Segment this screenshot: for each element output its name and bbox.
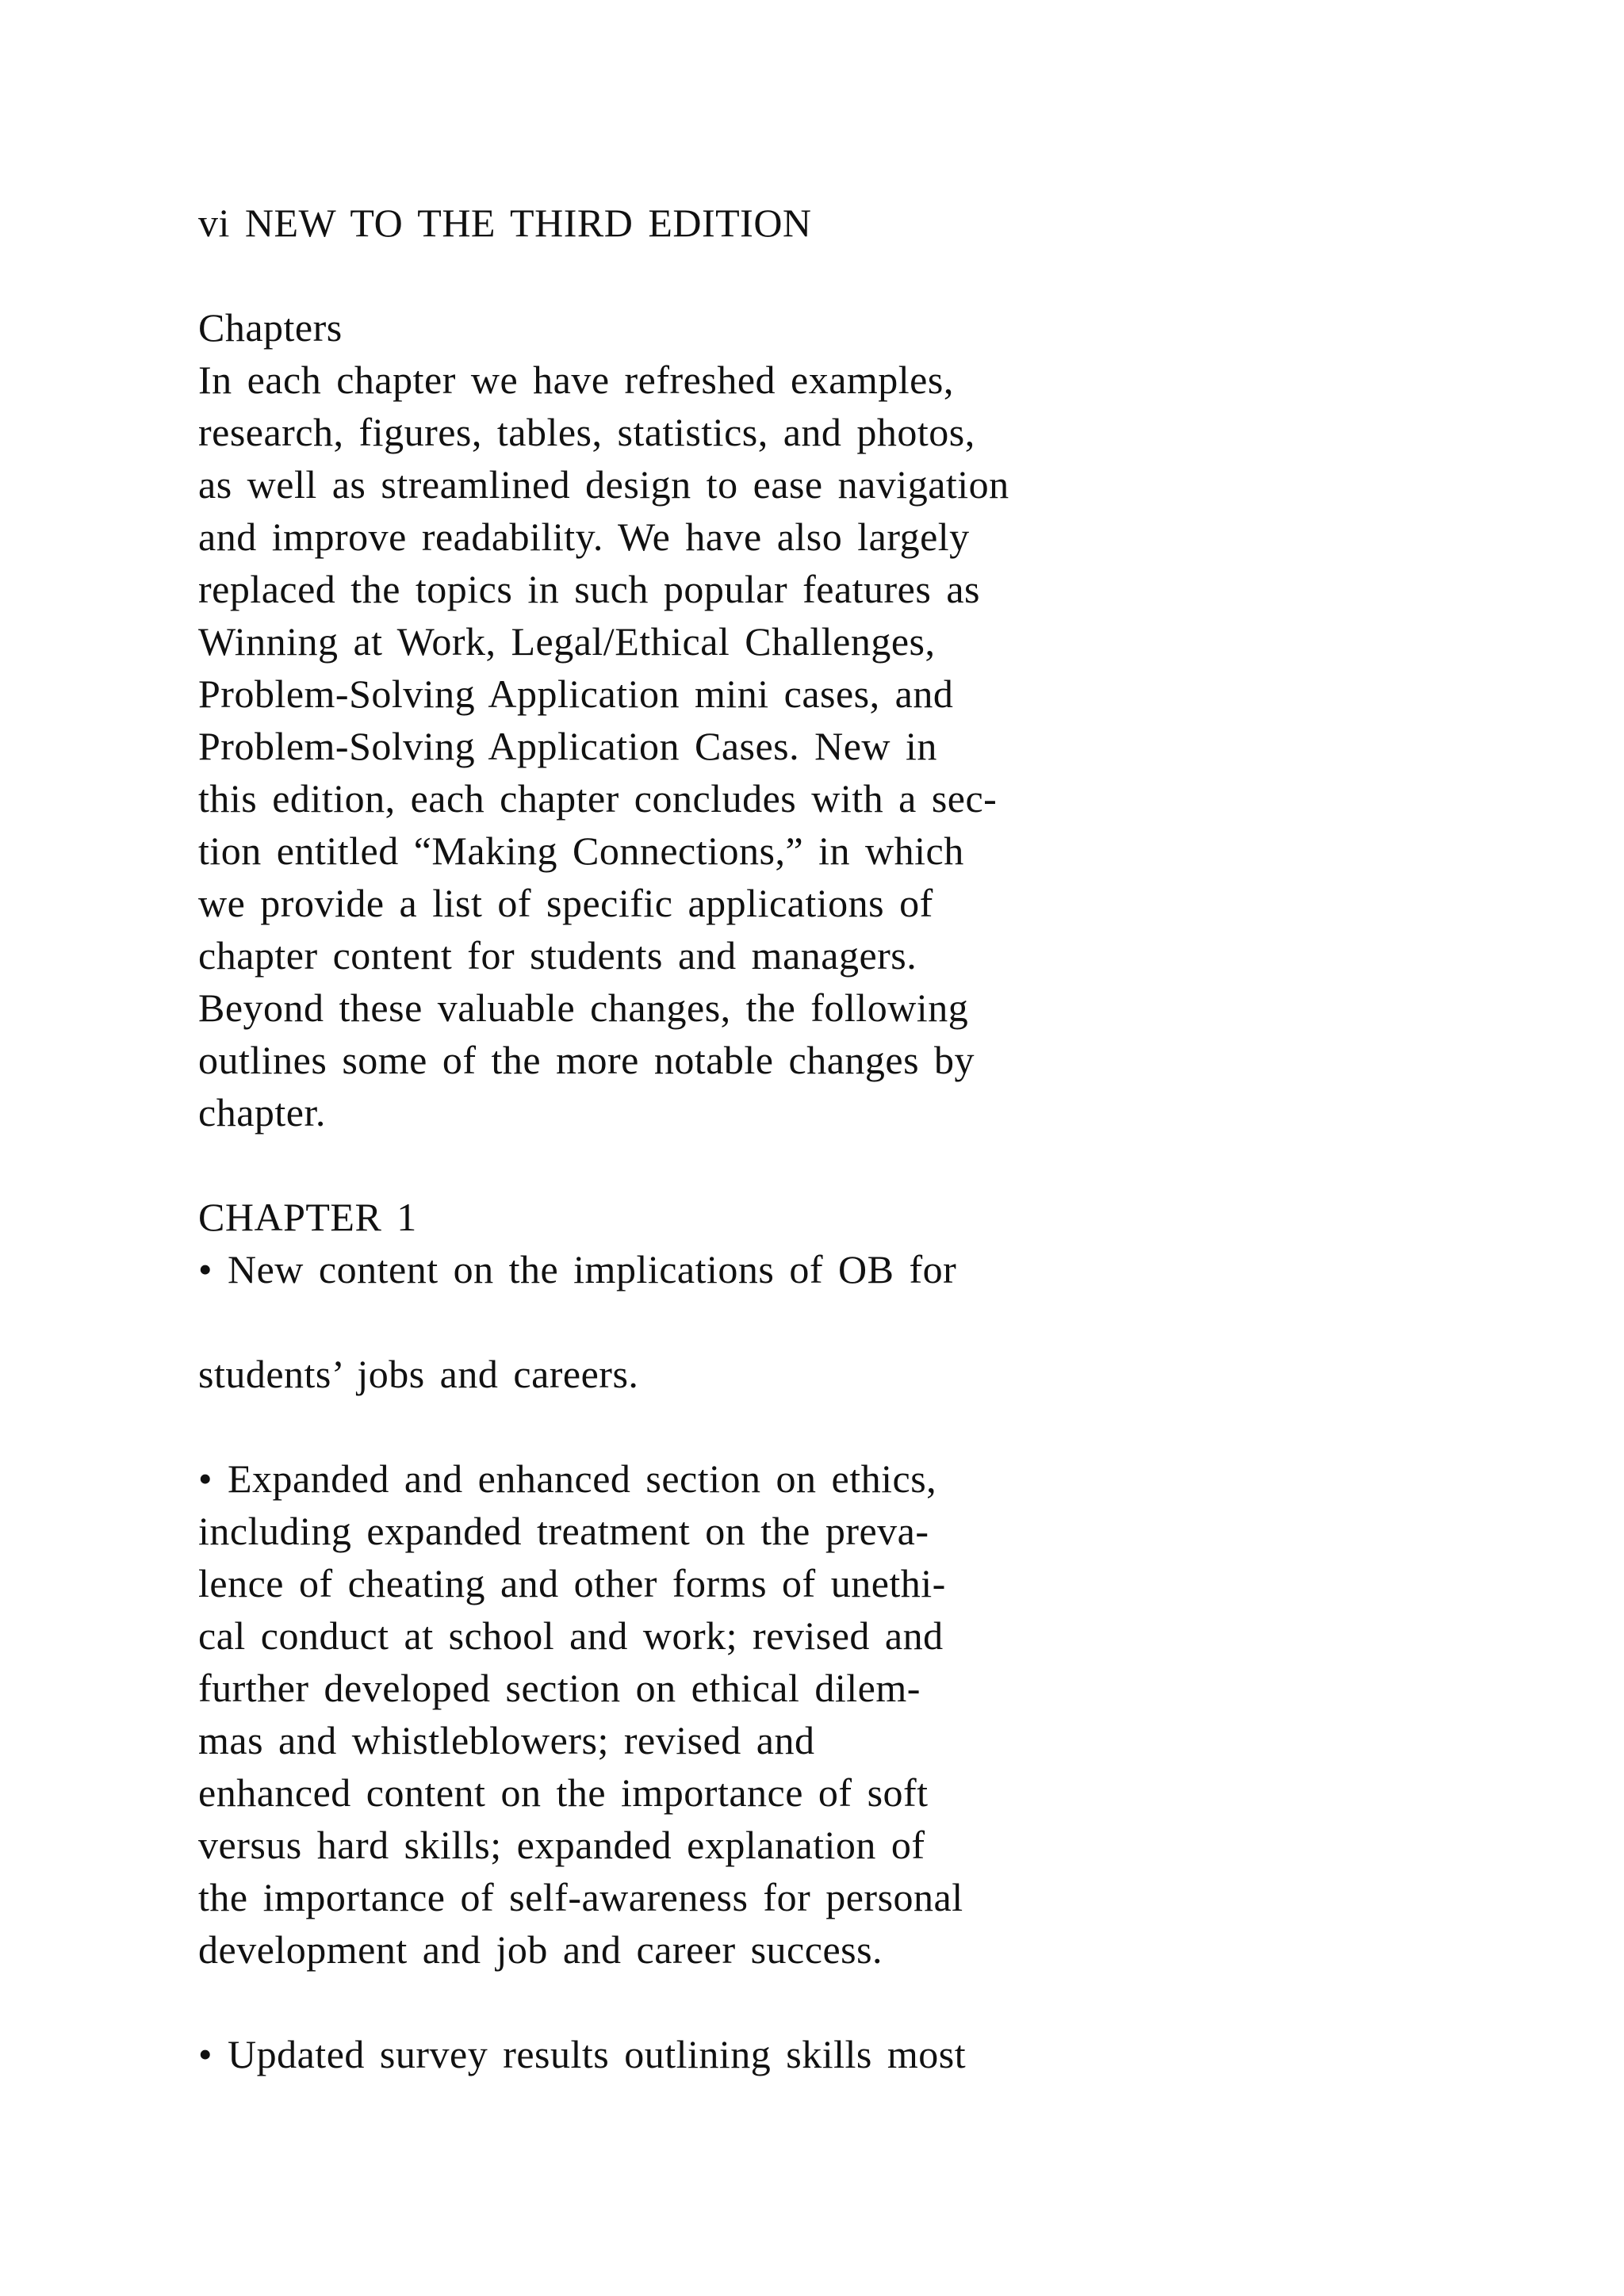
bullet-item-line: mas and whistleblowers; revised and bbox=[198, 1718, 815, 1762]
spacer bbox=[198, 1295, 1388, 1348]
paragraph-line: this edition, each chapter concludes with a sec- bbox=[198, 776, 998, 821]
text-column bbox=[198, 197, 1388, 2080]
paragraph-line: Winning at Work, Legal/Ethical Challenges, bbox=[198, 619, 936, 664]
spacer bbox=[198, 1400, 1388, 1452]
paragraph-line: In each chapter we have refreshed examples, bbox=[198, 358, 954, 402]
page-header: vi NEW TO THE THIRD EDITION bbox=[198, 201, 812, 245]
paragraph-line: Problem-Solving Application Cases. New in bbox=[198, 724, 937, 768]
paragraph-line: and improve readability. We have also largely bbox=[198, 515, 970, 559]
bullet-item-line: including expanded treatment on the preva- bbox=[198, 1509, 929, 1553]
section-heading-chapter-1: CHAPTER 1 bbox=[198, 1195, 417, 1239]
bullet-item-line: lence of cheating and other forms of unethi- bbox=[198, 1561, 946, 1605]
paragraph-line: chapter. bbox=[198, 1090, 326, 1135]
paragraph-line: research, figures, tables, statistics, and photos, bbox=[198, 410, 975, 454]
paragraph-line: replaced the topics in such popular features as bbox=[198, 567, 980, 611]
spacer bbox=[198, 1976, 1388, 2028]
section-heading-chapters: Chapters bbox=[198, 305, 343, 350]
paragraph-line: we provide a list of specific applications of bbox=[198, 881, 933, 925]
paragraph-line: tion entitled “Making Connections,” in which bbox=[198, 828, 964, 873]
paragraph-line: outlines some of the more notable changes by bbox=[198, 1038, 975, 1082]
spacer bbox=[198, 1138, 1388, 1191]
paragraph-line: as well as streamlined design to ease navigation bbox=[198, 462, 1009, 507]
paragraph-line: chapter content for students and managers. bbox=[198, 933, 917, 978]
paragraph-line: Problem-Solving Application mini cases, and bbox=[198, 672, 954, 716]
bullet-item-line: • Updated survey results outlining skills most bbox=[198, 2032, 967, 2076]
spacer bbox=[198, 249, 1388, 301]
bullet-item-line: versus hard skills; expanded explanation of bbox=[198, 1823, 925, 1867]
bullet-item-line: • Expanded and enhanced section on ethics, bbox=[198, 1456, 937, 1501]
bullet-item-line: further developed section on ethical dilem- bbox=[198, 1666, 921, 1710]
bullet-item-line: enhanced content on the importance of soft bbox=[198, 1770, 929, 1815]
bullet-item-line: the importance of self-awareness for personal bbox=[198, 1875, 963, 1919]
bullet-item-line: cal conduct at school and work; revised and bbox=[198, 1613, 944, 1658]
paragraph-line: Beyond these valuable changes, the following bbox=[198, 985, 969, 1030]
bullet-item-line: development and job and career success. bbox=[198, 1927, 883, 1972]
bullet-item-line: • New content on the implications of OB for bbox=[198, 1247, 957, 1292]
bullet-item-line: students’ jobs and careers. bbox=[198, 1352, 639, 1396]
